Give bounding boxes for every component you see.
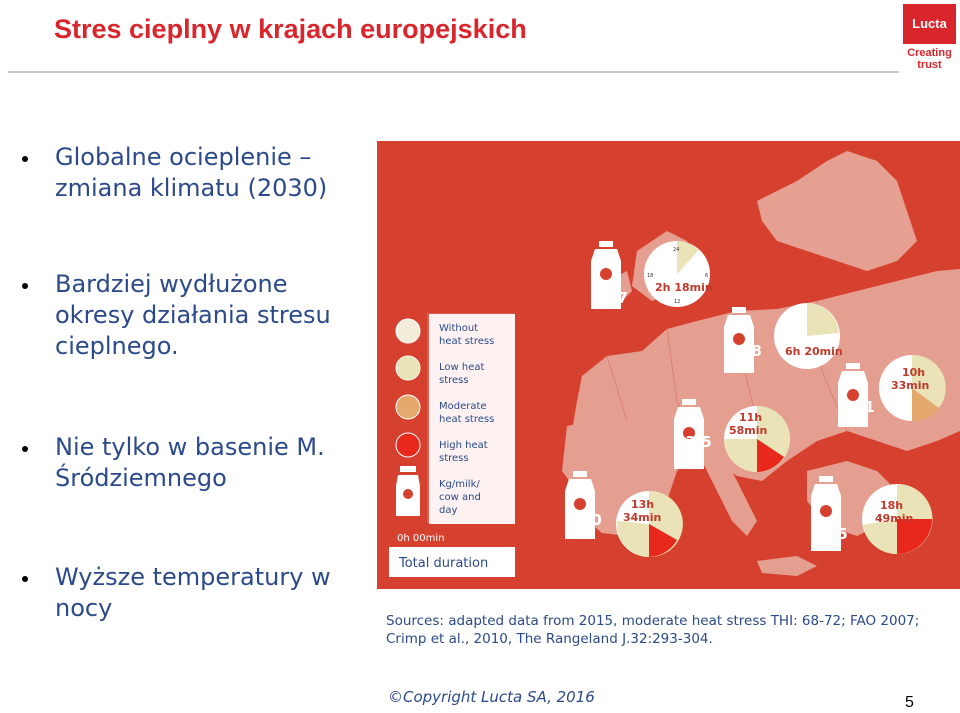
stress-duration: 33min [891, 379, 930, 392]
bullet-text: Śródziemnego [55, 464, 227, 492]
bullet-dot [22, 576, 28, 582]
heat-stress-map [377, 141, 960, 589]
legend-moderate-1: Moderate [439, 401, 487, 412]
legend-without-2: heat stress [439, 336, 495, 347]
legend-without-icon [396, 319, 420, 343]
legend-kg-2: cow and [439, 492, 481, 503]
bullet-text: Bardziej wydłużone [55, 270, 288, 298]
clock-tick: 18 [647, 273, 654, 279]
milk-loss-label: -3.5 [679, 433, 712, 451]
bullet-text: okresy działania stresu [55, 301, 331, 329]
stress-duration: 34min [623, 511, 662, 524]
legend-high-1: High heat [439, 440, 488, 451]
legend-kg-3: day [439, 505, 458, 516]
stress-duration: 10h [902, 366, 926, 379]
legend-high-2: stress [439, 453, 469, 464]
logo-tagline-1: Creating [907, 47, 952, 59]
legend-moderate-icon [396, 395, 420, 419]
bullet-text: nocy [55, 594, 113, 622]
bullet-dot [22, 446, 28, 452]
bullet-dot [22, 156, 28, 162]
stress-duration: 13h [631, 498, 655, 511]
milk-loss-label: -0.7 [595, 289, 628, 307]
logo-tagline-2: trust [917, 59, 942, 71]
stress-duration: 18h [880, 499, 904, 512]
clock-tick: 12 [674, 299, 681, 305]
milk-loss-label: -1.8 [729, 342, 762, 360]
stress-duration: 49min [875, 512, 914, 525]
milk-bottle-icon [724, 307, 754, 373]
clock-tick: 24 [673, 247, 680, 253]
sources-line: Crimp et al., 2010, The Rangeland J.32:293-304. [386, 631, 713, 647]
page-title: Stres cieplny w krajach europejskich [54, 14, 527, 44]
lucta-logo [899, 0, 960, 75]
sources-note [386, 612, 956, 648]
logo-tagline [899, 47, 960, 71]
legend-low-1: Low heat [439, 362, 485, 373]
stress-duration: 6h 20min [785, 345, 843, 358]
legend-start-time: 0h 00min [397, 533, 445, 544]
bullet-dot [22, 283, 28, 289]
legend-low-2: stress [439, 375, 469, 386]
bullet-text: zmiana klimatu (2030) [55, 174, 328, 202]
copyright-footer: ©Copyright Lucta SA, 2016 [388, 688, 595, 706]
legend-kg-1: Kg/milk/ [439, 479, 480, 490]
stress-duration: 2h 18min [655, 281, 713, 294]
clock-tick: 6 [705, 273, 709, 279]
legend-without-1: Without [439, 323, 479, 334]
milk-loss-label: -3.1 [842, 398, 875, 416]
milk-bottle-icon [838, 363, 868, 427]
legend-low-icon [396, 356, 420, 380]
bullet-text: cieplnego. [55, 332, 179, 360]
total-duration-label: Total duration [399, 556, 489, 571]
milk-loss-label: -4.0 [569, 511, 602, 529]
legend-moderate-2: heat stress [439, 414, 495, 425]
bullet-text: Nie tylko w basenie M. [55, 433, 325, 461]
sources-line: Sources: adapted data from 2015, moderate heat stress THI: 68-72; FAO 2007; [386, 613, 920, 629]
milk-loss-label: -5.5 [815, 525, 848, 543]
page-number: 5 [905, 694, 914, 711]
logo-brand: Lucta [903, 4, 956, 44]
stress-duration: 11h [739, 411, 763, 424]
bullet-text: Wyższe temperatury w [55, 563, 331, 591]
title-divider [8, 71, 901, 73]
legend-high-icon [396, 433, 420, 457]
bullet-text: Globalne ocieplenie – [55, 143, 312, 171]
stress-duration: 58min [729, 424, 768, 437]
